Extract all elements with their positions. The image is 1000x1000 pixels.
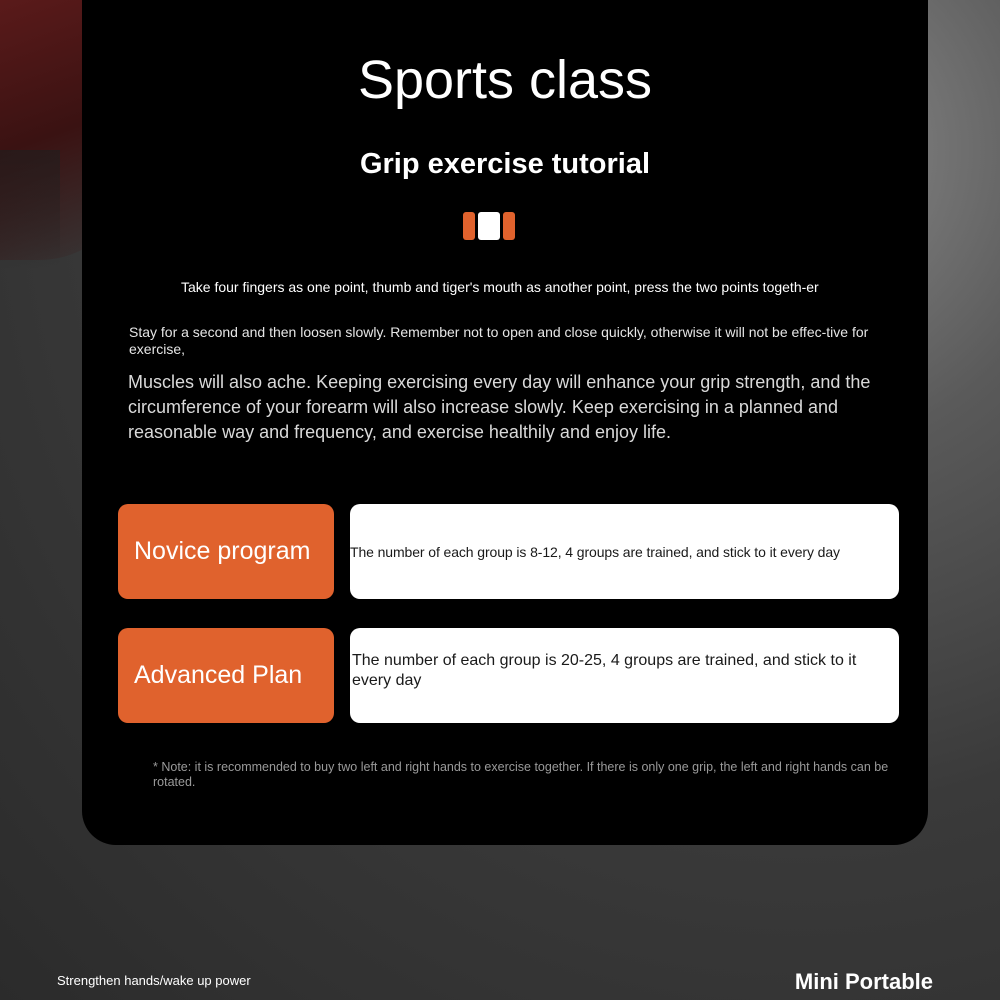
decor-bar-left [463,212,475,240]
decor-bar-middle [478,212,500,240]
instruction-paragraph-1: Take four fingers as one point, thumb and tiger's mouth as another point, press the two points togeth-er [181,279,819,295]
background-shadow [0,150,60,270]
instruction-paragraph-2: Stay for a second and then loosen slowly. Remember not to open and close quickly, otherwise it will not be effec-tive for exercise, [129,324,869,357]
page-title: Sports class [357,50,653,110]
footer-tagline: Strengthen hands/wake up power [57,973,251,988]
page-subtitle: Grip exercise tutorial [359,148,651,180]
advanced-plan-description: The number of each group is 20-25, 4 groups are trained, and stick to it every day [350,628,899,723]
three-bars-icon [463,212,515,240]
decor-bar-right [503,212,515,240]
novice-program-description: The number of each group is 8-12, 4 groups are trained, and stick to it every day [350,504,899,599]
novice-program-label: Novice program [118,504,334,599]
tutorial-card [82,0,928,845]
footer-product-name: Mini Portable [794,969,933,994]
instruction-paragraph-3: Muscles will also ache. Keeping exercising every day will enhance your grip strength, and the circumference of your forearm will also increase slowly. Keep exercising in a planned and reasonable way and frequency, and exercise healthily and enjoy life. [128,372,871,442]
recommendation-note: * Note: it is recommended to buy two left and right hands to exercise together. If there is only one grip, the left and right hands can be rotated. [153,760,889,789]
advanced-plan-label: Advanced Plan [118,628,334,723]
